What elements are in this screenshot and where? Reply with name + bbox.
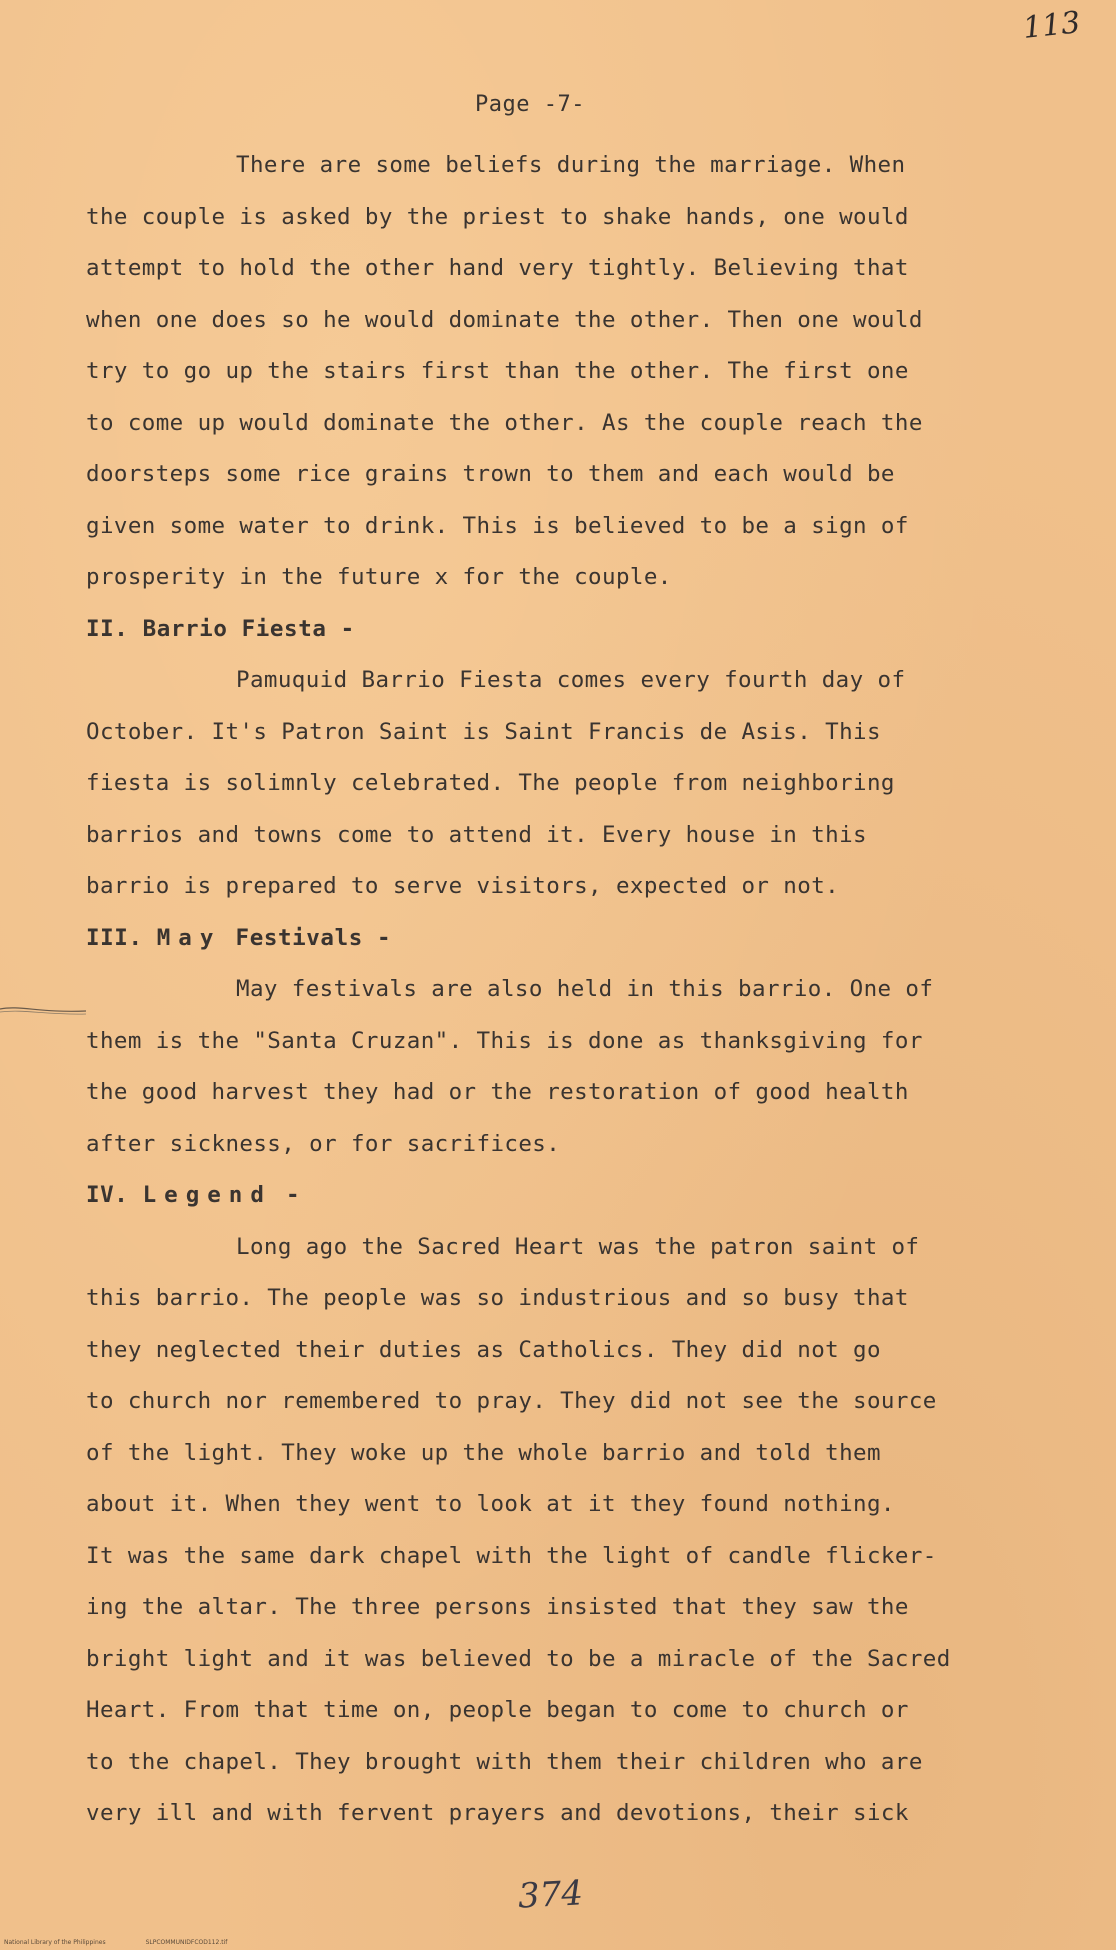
text-line: the good harvest they had or the restoration of good health <box>86 1079 909 1105</box>
marriage-paragraph <box>86 140 1046 604</box>
text-line: try to go up the stairs first than the other. The first one <box>86 358 909 384</box>
text-line: doorsteps some rice grains trown to them and each would be <box>86 461 895 487</box>
library-credit: National Library of the Philippines <box>4 1939 106 1946</box>
text-line: There are some beliefs during the marriage. When <box>236 152 906 178</box>
file-reference: SLPCOMMUNIDFCOD112.tif <box>145 1939 228 1946</box>
section-heading-legend <box>86 1170 1046 1222</box>
text-line: given some water to drink. This is believed to be a sign of <box>86 512 909 539</box>
text-line: October. It's Patron Saint is Saint Francis de Asis. This <box>86 718 881 745</box>
may-paragraph <box>86 964 1046 1170</box>
paper-crease <box>0 1003 86 1017</box>
text-line: this barrio. The people was so industrious and so busy that <box>86 1285 909 1311</box>
text-line: ing the altar. The three persons insisted that they saw the <box>86 1594 909 1620</box>
text-line: the couple is asked by the priest to shake hands, one would <box>86 203 909 230</box>
text-line: barrios and towns come to attend it. Every house in this <box>86 821 867 848</box>
handwritten-archive-number: 374 <box>516 1873 584 1917</box>
text-line: about it. When they went to look at it they found nothing. <box>86 1491 895 1517</box>
text-line: Pamuquid Barrio Fiesta comes every fourth day of <box>236 667 906 693</box>
handwritten-page-number: 113 <box>1021 5 1082 46</box>
heading-spaced-word: Legend <box>142 1182 272 1208</box>
page-label: Page -7- <box>475 92 585 117</box>
text-line: It was the same dark chapel with the light of candle flicker- <box>86 1542 937 1569</box>
text-line: to the chapel. They brought with them their children who are <box>86 1748 923 1775</box>
text-line: when one does so he would dominate the other. Then one would <box>86 306 923 333</box>
text-line: of the light. They woke up the whole barrio and told them <box>86 1439 881 1466</box>
text-line: fiesta is solimnly celebrated. The people from neighboring <box>86 770 895 796</box>
heading-numeral: IV. <box>86 1182 129 1208</box>
text-line: very ill and with fervent prayers and devotions, their sick <box>86 1800 909 1826</box>
text-line: after sickness, or for sacrifices. <box>86 1130 561 1157</box>
scan-footer <box>4 1939 227 1946</box>
text-line: bright light and it was believed to be a miracle of the Sacred <box>86 1645 951 1672</box>
text-line: May festivals are also held in this barrio. One of <box>236 976 934 1002</box>
typed-body <box>86 140 1046 1840</box>
legend-paragraph <box>86 1222 1046 1840</box>
fiesta-paragraph <box>86 655 1046 913</box>
heading-rest: - <box>286 1182 301 1208</box>
heading-rest: Festivals - <box>235 924 392 951</box>
text-line: barrio is prepared to serve visitors, expected or not. <box>86 873 840 899</box>
section-heading-barrio-fiesta: II. Barrio Fiesta - <box>86 615 355 642</box>
text-line: attempt to hold the other hand very tightly. Believing that <box>86 255 909 281</box>
text-line: to come up would dominate the other. As the couple reach the <box>86 409 923 436</box>
heading-spaced-word: May <box>156 924 222 951</box>
text-line: Long ago the Sacred Heart was the patron saint of <box>236 1233 920 1260</box>
text-line: them is the "Santa Cruzan". This is done as thanksgiving for <box>86 1027 923 1054</box>
text-line: Heart. From that time on, people began to come to church or <box>86 1697 909 1723</box>
text-line: prosperity in the future x for the couple. <box>86 564 672 590</box>
section-heading-may-festivals <box>86 913 1046 965</box>
text-line: they neglected their duties as Catholics. They did not go <box>86 1336 881 1363</box>
text-line: to church nor remembered to pray. They did not see the source <box>86 1388 937 1414</box>
heading-numeral: III. <box>86 924 143 951</box>
